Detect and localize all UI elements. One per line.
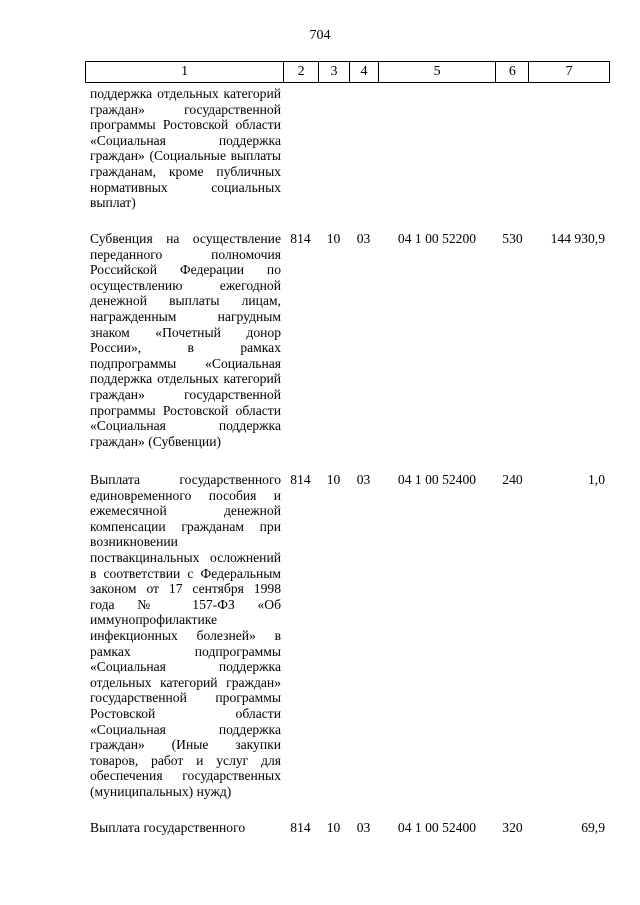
table-row (85, 86, 610, 211)
row-rz: 10 (326, 820, 341, 835)
row-description: поддержка отдельных категорий граждан» государственной программы Ростовской области «Социальная поддержка граждан» (Социальные выплаты гражданам, кроме публичных нормативных социальных выплат) (90, 86, 281, 211)
row-pr (349, 86, 378, 211)
header-col-2: 2 (283, 62, 318, 82)
row-pr: 03 (356, 472, 371, 487)
header-col-5: 5 (378, 62, 496, 82)
row-rz (318, 86, 349, 211)
row-csr: 04 1 00 52200 (397, 231, 477, 246)
row-vr: 320 (502, 820, 523, 835)
row-csr: 04 1 00 52400 (397, 820, 477, 835)
page-number: 704 (309, 28, 331, 43)
row-csr: 04 1 00 52400 (397, 472, 477, 487)
row-rz: 10 (326, 472, 341, 487)
header-col-4: 4 (349, 62, 378, 82)
row-description: Выплата государственного (90, 820, 246, 835)
row-amount: 1,0 (588, 472, 605, 487)
row-rz: 10 (326, 231, 341, 246)
header-col-6: 6 (495, 62, 528, 82)
row-amount (529, 86, 610, 211)
row-vr: 530 (502, 231, 523, 246)
header-col-1: 1 (181, 64, 189, 79)
table-row (85, 820, 610, 836)
row-ved: 814 (290, 472, 311, 487)
row-csr (378, 86, 496, 211)
table-row (85, 231, 610, 449)
row-description: Субвенция на осуществление переданного полномочия Российской Федерации по осуществлению ежегодной денежной выплаты лицам, награжденным нагрудным знаком «Почетный донор России», в рамках подпрограммы «Социальная поддержка отдельных категорий граждан» государственной программы Ростовской области «Социальная поддержка граждан» (Субвенции) (90, 231, 281, 449)
row-ved: 814 (290, 231, 311, 246)
row-ved (283, 86, 318, 211)
table-row (85, 472, 610, 799)
row-amount: 69,9 (581, 820, 605, 835)
row-ved: 814 (290, 820, 311, 835)
row-description: Выплата государственного единовременного пособия и ежемесячной денежной компенсации гражданам при возникновении поствакцинальных осложнений в соответствии с Федеральным законом от 17 сентября 1998 года № 157-ФЗ «Об иммунопрофилактике инфекционных болезней» в рамках подпрограммы «Социальная поддержка отдельных категорий граждан» государственной программы Ростовской области «Социальная поддержка граждан» (Иные закупки товаров, работ и услуг для обеспечения государственных (муниципальных) нужд) (90, 472, 281, 799)
row-pr: 03 (356, 820, 371, 835)
table-header (85, 61, 610, 83)
row-vr (496, 86, 529, 211)
header-col-3: 3 (318, 62, 349, 82)
row-pr: 03 (356, 231, 371, 246)
row-vr: 240 (502, 472, 523, 487)
row-amount: 144 930,9 (550, 231, 605, 246)
header-col-7: 7 (528, 62, 609, 82)
